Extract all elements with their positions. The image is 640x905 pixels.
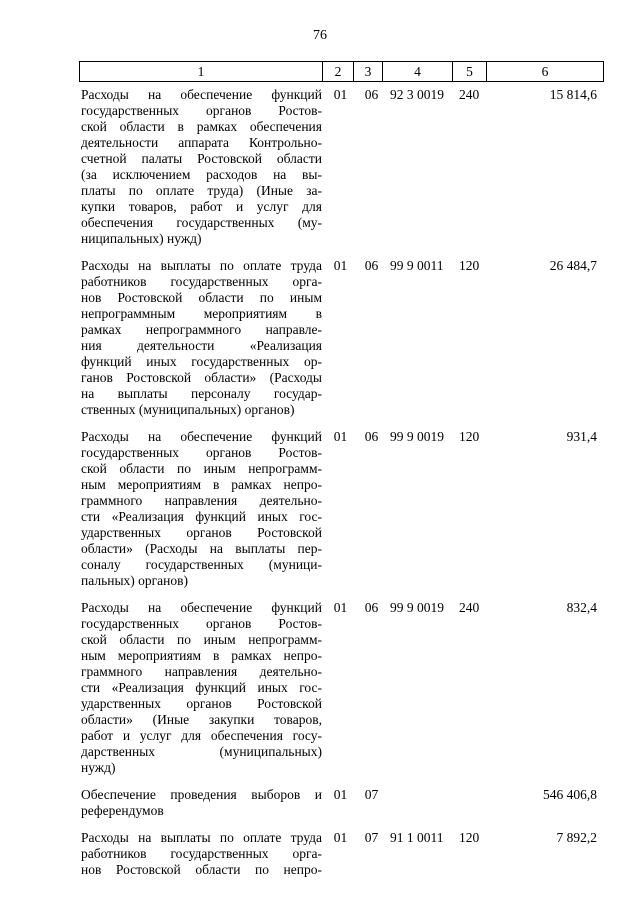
description-line: работников государственных орга- <box>81 274 322 289</box>
row-section-code: 01 <box>333 787 348 802</box>
header-col-1: 1 <box>80 62 323 82</box>
row-description <box>79 87 322 247</box>
description-line: непрограммным мероприятиям в <box>81 306 322 321</box>
row-description <box>79 787 322 819</box>
row-amount: 7 892,2 <box>556 830 597 845</box>
description-line: государственных органов Ростов- <box>81 103 322 118</box>
description-line: деятельности аппарата Контрольно- <box>81 135 322 150</box>
row-target-article-code <box>382 787 452 819</box>
description-line: (за исключением расходов на вы- <box>81 167 322 182</box>
row-description <box>79 429 322 589</box>
row-subsection-code: 06 <box>364 600 379 615</box>
row-expense-type-code: 120 <box>459 429 480 444</box>
description-line: ниципальных) нужд) <box>81 231 202 246</box>
table-body <box>79 87 603 889</box>
row-subsection-code: 06 <box>364 87 379 102</box>
description-line: ской области по иным непрограмм- <box>81 461 322 476</box>
header-col-6: 6 <box>487 62 604 82</box>
table-row <box>79 830 603 878</box>
row-expense-type-code: 120 <box>459 258 480 273</box>
description-line: нов Ростовской области по непро- <box>81 862 322 877</box>
description-line: счетной палаты Ростовской области <box>81 151 322 166</box>
row-amount: 26 484,7 <box>549 258 597 273</box>
row-target-article-code: 99 9 0019 <box>390 429 444 444</box>
row-target-article-code: 99 9 0011 <box>390 258 444 273</box>
table-row <box>79 87 603 247</box>
description-line: Расходы на выплаты по оплате труда <box>81 830 322 845</box>
description-line: Расходы на обеспечение функций <box>81 600 322 615</box>
table-row <box>79 787 603 819</box>
row-subsection-code: 07 <box>364 830 379 845</box>
row-subsection-code: 06 <box>364 258 379 273</box>
header-col-5: 5 <box>453 62 487 82</box>
table-header <box>79 61 604 82</box>
description-line: рамках непрограммного направле- <box>81 322 322 337</box>
description-line: Расходы на выплаты по оплате труда <box>81 258 322 273</box>
row-target-article-code: 91 1 0011 <box>390 830 444 845</box>
description-line: дарственных (муниципальных) <box>81 744 322 759</box>
table-row <box>79 258 603 418</box>
description-line: государственных органов Ростов- <box>81 445 322 460</box>
row-subsection-code: 06 <box>364 429 379 444</box>
row-expense-type-code <box>452 787 486 819</box>
header-col-2: 2 <box>323 62 354 82</box>
description-line: работ и услуг для обеспечения госу- <box>81 728 322 743</box>
row-section-code: 01 <box>333 258 348 273</box>
description-line: купки товаров, работ и услуг для <box>81 199 322 214</box>
description-line: Расходы на обеспечение функций <box>81 429 322 444</box>
header-col-3: 3 <box>354 62 383 82</box>
row-section-code: 01 <box>333 87 348 102</box>
description-line: ным мероприятиям в рамках непро- <box>81 477 322 492</box>
row-target-article-code: 99 9 0019 <box>390 600 444 615</box>
description-line: работников государственных орга- <box>81 846 322 861</box>
row-expense-type-code: 240 <box>459 87 480 102</box>
description-line: Обеспечение проведения выборов и <box>81 787 322 802</box>
page-number: 76 <box>313 28 327 43</box>
row-expense-type-code: 240 <box>459 600 480 615</box>
description-line: области» (Иные закупки товаров, <box>81 712 322 727</box>
description-line: нужд) <box>81 760 116 775</box>
row-expense-type-code: 120 <box>459 830 480 845</box>
row-description <box>79 258 322 418</box>
description-line: ской области по иным непрограмм- <box>81 632 322 647</box>
row-description <box>79 600 322 776</box>
description-line: нов Ростовской области по иным <box>81 290 322 305</box>
description-line: ственных (муниципальных) органов) <box>81 402 295 417</box>
description-line: сти «Реализация функций иных гос- <box>81 680 322 695</box>
row-description <box>79 830 322 878</box>
description-line: ганов Ростовской области» (Расходы <box>81 370 322 385</box>
description-line: референдумов <box>81 803 164 818</box>
table-row <box>79 600 603 776</box>
description-line: соналу государственных (муници- <box>81 557 322 572</box>
description-line: области» (Расходы на выплаты пер- <box>81 541 322 556</box>
description-line: ным мероприятиям в рамках непро- <box>81 648 322 663</box>
description-line: ния деятельности «Реализация <box>81 338 322 353</box>
header-col-4: 4 <box>383 62 453 82</box>
description-line: на выплаты персоналу государ- <box>81 386 322 401</box>
row-amount: 15 814,6 <box>549 87 597 102</box>
row-section-code: 01 <box>333 429 348 444</box>
row-section-code: 01 <box>333 600 348 615</box>
table-row <box>79 429 603 589</box>
description-line: ударственных органов Ростовской <box>81 696 322 711</box>
description-line: ударственных органов Ростовской <box>81 525 322 540</box>
row-subsection-code: 07 <box>364 787 379 802</box>
row-amount: 931,4 <box>566 429 597 444</box>
description-line: сти «Реализация функций иных гос- <box>81 509 322 524</box>
description-line: пальных) органов) <box>81 573 189 588</box>
description-line: граммного направления деятельно- <box>81 493 322 508</box>
row-section-code: 01 <box>333 830 348 845</box>
description-line: ской области в рамках обеспечения <box>81 119 322 134</box>
description-line: обеспечения государственных (му- <box>81 215 322 230</box>
description-line: платы по оплате труда) (Иные за- <box>81 183 322 198</box>
description-line: Расходы на обеспечение функций <box>81 87 322 102</box>
row-target-article-code: 92 3 0019 <box>390 87 444 102</box>
description-line: функций иных государственных ор- <box>81 354 322 369</box>
row-amount: 546 406,8 <box>543 787 597 802</box>
row-amount: 832,4 <box>566 600 597 615</box>
description-line: государственных органов Ростов- <box>81 616 322 631</box>
description-line: граммного направления деятельно- <box>81 664 322 679</box>
